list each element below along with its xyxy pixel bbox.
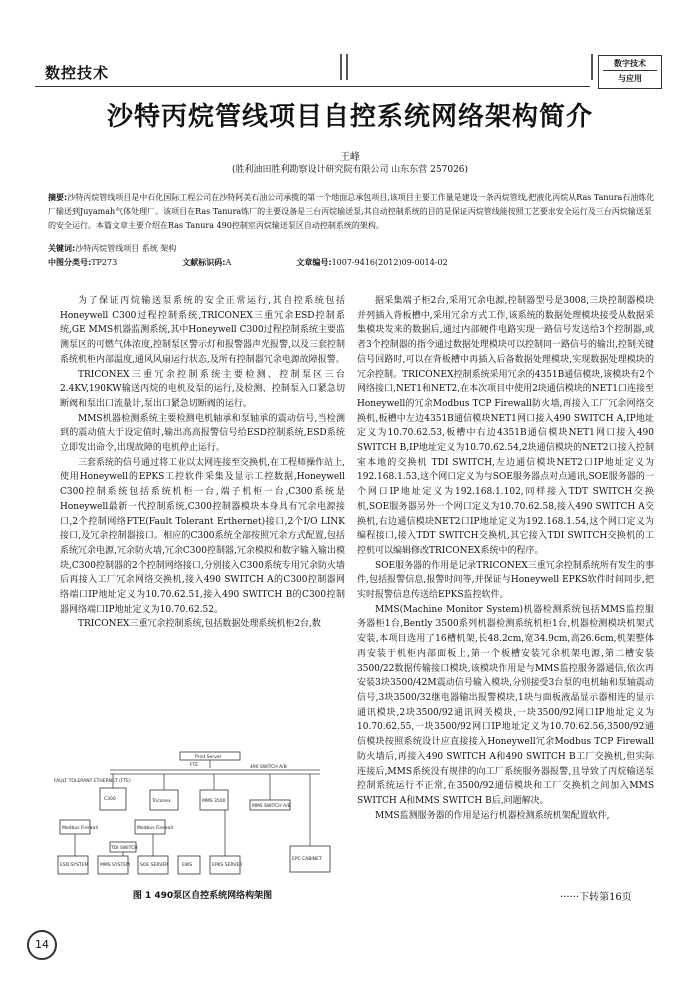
header-divider — [346, 54, 348, 80]
abstract-text: 沙特丙烷管线项目是中石化国际工程公司在沙特阿美石油公司承揽的第一个地面总承包项目,该项目主要工作量是建设一条丙烷管线,把液化丙烷从Ras Tanura石油炼化厂输送到Juyamah气体处理厂。该项目在Ras Tanura炼厂的主要设备是三台丙烷输送泵,其自动控制系统的目的是保证丙烷管线能按照工艺要求安全运行及三台丙烷输送泵的安全运行。本篇文章主要介绍在Ras Tanura 490控制室丙烷输送泵区自动控制系统的架构。 — [48, 193, 655, 230]
figure-caption: 图 1 490泵区自控系统网络构架图 — [132, 891, 273, 901]
body-paragraph: 据采集端子柜2台,采用冗余电源,控制器型号是3008,三块控制器模块并列插入背板槽中,采用冗余方式工作,该系统的数据处理模块接受从数据采集模块发来的数据后,通过内部硬件电路实现一路信号发送给3个控制器,或者3个控制器的指令通过数据处理模块可以控制同一路信号的输出,控制关键信号回路时,可以在背板槽中再插入后备数据处理模块,实现数据处理模块的冗余控制。TRICONEX控制系统采用冗余的4351B通信模块,该模块有2个网络接口,NET1和NET2,在本次项目中使用2块通信模块的NET1口连接至Honeywell的冗余Modbus TCP Firewall防火墙,再接入工厂冗余网络交换机,板槽中左边4351B通信模块NET1网口接入490 SWITCH A,IP地址定义为10.70.62.53,板槽中右边4351B通信模块NET1网口接入490 SWITCH B,IP地址定义为10.70.62.54,2块通信模块的NET2口接入控制室本地的交换机 TDI SWITCH,左边通信模块NET2口IP地址定义为192.168.1.53,这个网口定义为与SOE服务器点对点通讯,SOE服务器的一个网口IP地址定义为192.168.1.102,同样接入TDT SWITCH交换机,SOE服务器另外一个网口定义为10.70.62.58,接入490 SWITCH A交换机,右边通信模块NET2口IP地址定义为192.168.1.54,这个网口定义为编程接口,接入TDT SWITCH交换机,其它接入TDI SWITCH交换机的工控机可以编辑修改TRICONEX系统中的程序。 — [357, 296, 654, 556]
page-number: 14 — [27, 930, 57, 960]
body-paragraph: MMS机器检测系统主要检测电机轴承和泵轴承的震动信号,当检测到的震动值大于设定值时,输出高高报警信号给ESD控制系统,ESD系统立即发出命令,出现故障的电机停止运行。 — [60, 413, 345, 454]
label-mms-switch: MMS SWITCH A/B — [252, 804, 291, 809]
label-cabinet: EPC CABINET — [292, 857, 322, 862]
clc-label: 中图分类号: — [48, 258, 92, 267]
clc-value: TP273 — [91, 258, 118, 267]
header-divider — [591, 54, 593, 80]
continued-note: ······下转第16页 — [560, 892, 632, 903]
logo-line1: 数字技术 — [614, 59, 646, 68]
network-architecture-figure — [50, 750, 340, 878]
label-tdi: TDI SWITCH — [111, 846, 138, 851]
label-epks: EPKS SERVER — [212, 863, 243, 868]
body-paragraph: TRICONEX三重冗余控制系统,包括数据处理系统机柜2台,数 — [78, 619, 321, 630]
label-mms-system: MMS SYSTEM — [100, 863, 130, 868]
affiliation: (胜利油田胜利勘察设计研究院有限公司 山东东营 257026) — [231, 165, 469, 175]
label-c300: C300 — [104, 797, 116, 802]
label-print-server: Print Server — [195, 755, 222, 760]
author: 王峰 — [340, 152, 360, 163]
label-firewall: Modbus Firewall — [62, 826, 98, 831]
body-paragraph: MMS监测服务器的作用是运行机器检测系统机架配置软件, — [375, 810, 610, 821]
keywords-text: 沙特丙烷管线项目 系统 架构 — [75, 244, 177, 253]
journal-section: 数控技术 — [45, 64, 110, 82]
doc-code-label: 文献标识码: — [182, 258, 226, 267]
keywords-label: 关键词: — [48, 244, 76, 253]
label-ews: EWS — [182, 863, 193, 868]
label-fte: FTE — [190, 763, 199, 768]
header-rule — [35, 86, 590, 87]
abstract-label: 摘要: — [48, 193, 68, 202]
body-paragraph: 为了保证丙烷输送泵系统的安全正常运行,其自控系统包括Honeywell C300过程控制系统,TRICONEX三重冗余ESD控制系统,GE MMS机器监测系统,其中Honeywell C300过程控制系统主要监测泵区的可燃气体浓度,控制泵区警示灯和报警器声光报警,以及三套控制系统机柜内部温度,通风风扇运行状态,及所有控制器冗余电源故障报警。 — [60, 296, 345, 365]
label-soe: SOE SERVER — [140, 863, 169, 868]
body-right-column — [357, 294, 654, 823]
logo-line2: 与应用 — [618, 74, 642, 83]
body-paragraph: SOE服务器的作用是记录TRICONEX三重冗余控制系统所有发生的事件,包括报警信息,报警时间等,并保证与Honeywell EPKS软件时间同步,把实时报警信息传送给EPKS监控软件。 — [357, 560, 654, 601]
keywords — [48, 242, 658, 256]
body-paragraph: MMS(Machine Monitor System)机器检测系统包括MMS监控服务器柜1台,Bently 3500系列机器检测系统机柜1台,机器检测模块机架式安装,本项目选用了16槽机架,长48.2cm,宽34.9cm,高26.6cm,机架整体再安装于机柜内部面板上,第一个板槽安装冗余机架电源,第二槽安装3500/22数据传输接口模块,该模块作用是与MMS监控服务器通信,依次再安装3块3500/42M震动信号输入模块,分别接受3台泵的电机轴和泵轴震动信号,3块3500/32继电器输出报警模块,1块与面板液晶显示器相连的显示通讯模块,2块3500/92通讯网关模块,一块3500/92网口IP地址定义为10.70.62.55,一块3500/92网口IP地址定义为10.70.62.56,3500/92通信模块按照系统设计应直接接入Honeywell冗余Modbus TCP Firewall防火墙后,再接入490 SWITCH A和490 SWITCH B工厂交换机,但实际连接后,MMS系统没有规律的向工厂系统服务器报警,且导致了丙烷输送泵控制系统运行不正常,在3500/92通信模块和工厂交换机之间加入MMS SWITCH A和MMS SWITCH B后,问题解决。 — [357, 604, 654, 806]
header-divider — [340, 54, 342, 80]
body-left-column — [60, 294, 345, 632]
article-no-label: 文章编号: — [296, 258, 332, 267]
article-no-value: 1007-9416(2012)09-0014-02 — [331, 258, 448, 267]
body-paragraph: 三套系统的信号通过将工业以太网连接至交换机,在工程师操作站上,使用Honeywell的EPKS工控软件采集及显示工控数据,Honeywell C300控制系统包括系统机柜一台,端子机柜一台,C300系统是Honeywell最新一代控制系统,C300控制器模块本身具有冗余电源接口,2个控制网络FTE(Fault Tolerant Erthernet)接口,2个I/O LINK接口,及冗余控制器接口。相应的C300系统全部按照冗余方式配置,包括系统冗余电源,冗余防火墙,冗余C300控制器,冗余模拟和数字输入输出模块,C300控制器的2个控制网络接口,分别接入C300系统专用冗余防火墙后再接入工厂冗余网络交换机,接入490 SWITCH A的C300控制器网络端口IP地址定义为10.70.62.51,接入490 SWITCH B的C300控制器网络端口IP地址定义为10.70.62.52。 — [60, 457, 345, 615]
label-esd: ESD SYSTEM — [60, 863, 89, 868]
journal-logo — [598, 55, 662, 89]
article-title: 沙特丙烷管线项目自控系统网络架构简介 — [106, 102, 593, 132]
body-paragraph: TRICONEX三重冗余控制系统主要检测、控制泵区三台2.4KV,190KW输送丙烷的电机及泵的运行,及检测、控制泵入口紧急切断阀和泵出口流量计,泵出口紧急切断阀的运行。 — [60, 369, 345, 409]
doc-code-value: A — [225, 258, 232, 267]
abstract — [48, 191, 658, 233]
label-triconex: Triconex — [152, 799, 171, 804]
label-switch: 490 SWITCH A/B — [250, 765, 287, 770]
classification-line — [48, 256, 658, 270]
label-mms: MMS 3500 — [202, 799, 226, 804]
label-fte-long: FAULT TOLERANT ETHERNET (FTE) — [54, 779, 131, 784]
logo-separator — [603, 70, 657, 71]
label-firewall2: Modbus Firewall — [137, 826, 173, 831]
